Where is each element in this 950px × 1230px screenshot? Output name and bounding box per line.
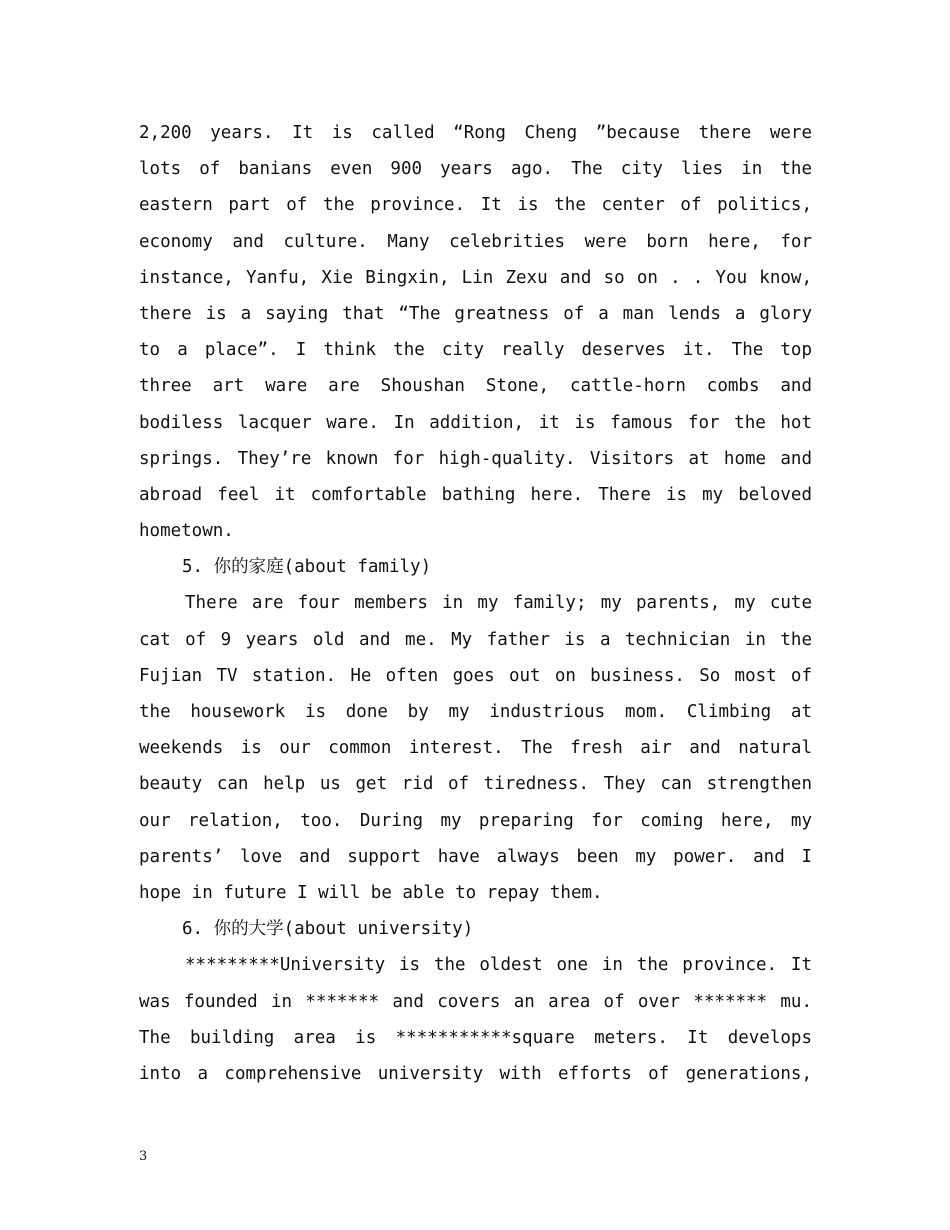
text-line: bodiless lacquer ware. In addition, it is famous for the hot	[139, 412, 812, 433]
text-line: There are four members in my family; my parents, my cute	[185, 593, 812, 614]
text-line: lots of banians even 900 years ago. The city lies in the	[139, 159, 812, 180]
text-line: springs. They’re known for high-quality. Visitors at home and	[139, 448, 812, 469]
text-line: three art ware are Shoushan Stone, cattle-horn combs and	[139, 376, 812, 397]
text-line: into a comprehensive university with efforts of generations,	[139, 1063, 812, 1084]
text-line: parents’ love and support have always been my power. and I	[139, 846, 812, 867]
text-line: *********University is the oldest one in the province. It	[185, 955, 812, 976]
text-line: there is a saying that “The greatness of a man lends a glory	[139, 303, 812, 324]
text-line: economy and culture. Many celebrities were born here, for	[139, 231, 812, 252]
text-line: hometown.	[139, 521, 234, 542]
page-number: 3	[139, 1149, 148, 1164]
section-heading-university: 6. 你的大学(about university)	[182, 919, 474, 940]
text-line: to a place”. I think the city really deserves it. The top	[139, 340, 812, 361]
section-heading-family: 5. 你的家庭(about family)	[182, 557, 432, 578]
text-line: abroad feel it comfortable bathing here. There is my beloved	[139, 484, 812, 505]
text-line: Fujian TV station. He often goes out on business. So most of	[139, 665, 812, 686]
text-line: weekends is our common interest. The fresh air and natural	[139, 738, 812, 759]
text-line: instance, Yanfu, Xie Bingxin, Lin Zexu and so on . . You know,	[139, 267, 812, 288]
text-line: was founded in ******* and covers an area of over ******* mu.	[139, 991, 812, 1012]
text-line: cat of 9 years old and me. My father is a technician in the	[139, 629, 812, 650]
text-line: hope in future I will be able to repay them.	[139, 882, 603, 903]
text-line: The building area is ***********square meters. It develops	[139, 1027, 812, 1048]
text-line: eastern part of the province. It is the center of politics,	[139, 195, 812, 216]
text-line: beauty can help us get rid of tiredness. They can strengthen	[139, 774, 812, 795]
text-line: the housework is done by my industrious mom. Climbing at	[139, 702, 812, 722]
text-line: 2,200 years. It is called “Rong Cheng ”because there were	[139, 123, 812, 143]
document-body	[139, 115, 812, 1092]
text-line: our relation, too. During my preparing for coming here, my	[139, 810, 812, 831]
